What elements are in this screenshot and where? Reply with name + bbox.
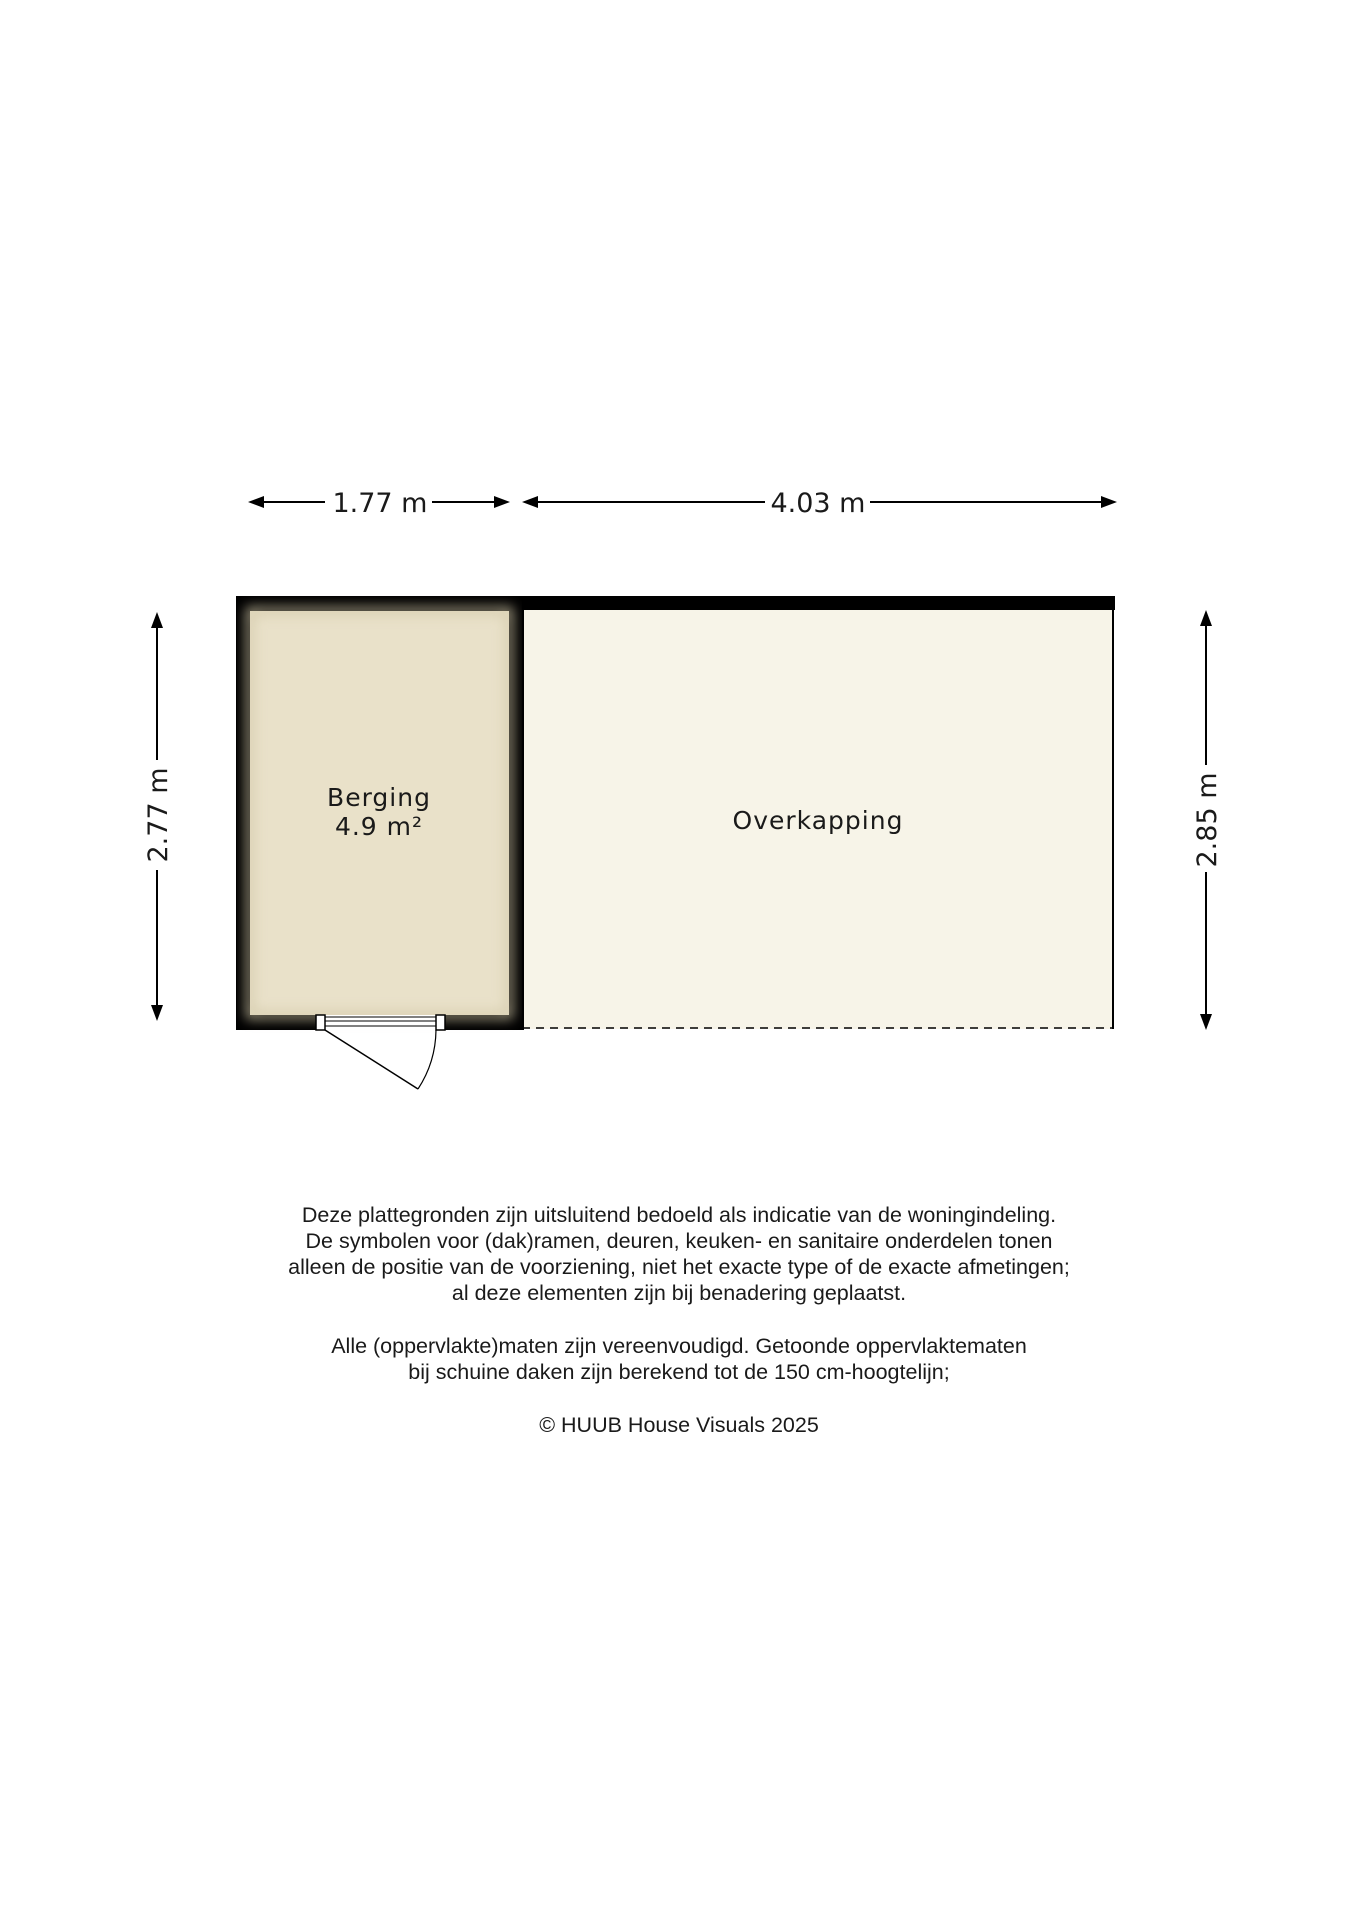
dimension-left [143, 612, 174, 1021]
disclaimer-line: alleen de positie van de voorziening, niet het exacte type of de exacte afmetingen; [288, 1255, 1070, 1279]
dimension-right [1192, 610, 1223, 1030]
disclaimer-line: De symbolen voor (dak)ramen, deuren, keuken- en sanitaire onderdelen tonen [305, 1229, 1053, 1253]
copyright [179, 1412, 1179, 1438]
dimension-label-left: 2.77 m [143, 767, 174, 863]
room-overkapping [510, 596, 1115, 1029]
dimension-label-top-left: 1.77 m [332, 488, 428, 519]
disclaimer-paragraph-2 [179, 1333, 1179, 1385]
dimension-top-right [522, 488, 1117, 519]
room-label-overkapping: Overkapping [732, 806, 904, 835]
disclaimer-line: Alle (oppervlakte)maten zijn vereenvoudigd. Getoonde oppervlaktematen [331, 1334, 1027, 1358]
disclaimer-line: bij schuine daken zijn berekend tot de 150 cm-hoogtelijn; [408, 1360, 950, 1384]
room-berging [236, 596, 524, 1089]
disclaimer-paragraph-1 [179, 1202, 1179, 1306]
copyright-text: © HUUB House Visuals 2025 [539, 1413, 819, 1437]
door-icon [316, 1015, 445, 1089]
disclaimer-line: Deze plattegronden zijn uitsluitend bedoeld als indicatie van de woningindeling. [301, 1203, 1057, 1227]
dimension-label-top-right: 4.03 m [770, 488, 866, 519]
room-label-berging: Berging [327, 783, 431, 812]
dimension-top-left [248, 488, 510, 519]
disclaimer-line: al deze elementen zijn bij benadering geplaatst. [451, 1281, 907, 1305]
dimension-label-right: 2.85 m [1192, 772, 1223, 868]
room-area-berging: 4.9 m² [334, 812, 424, 841]
